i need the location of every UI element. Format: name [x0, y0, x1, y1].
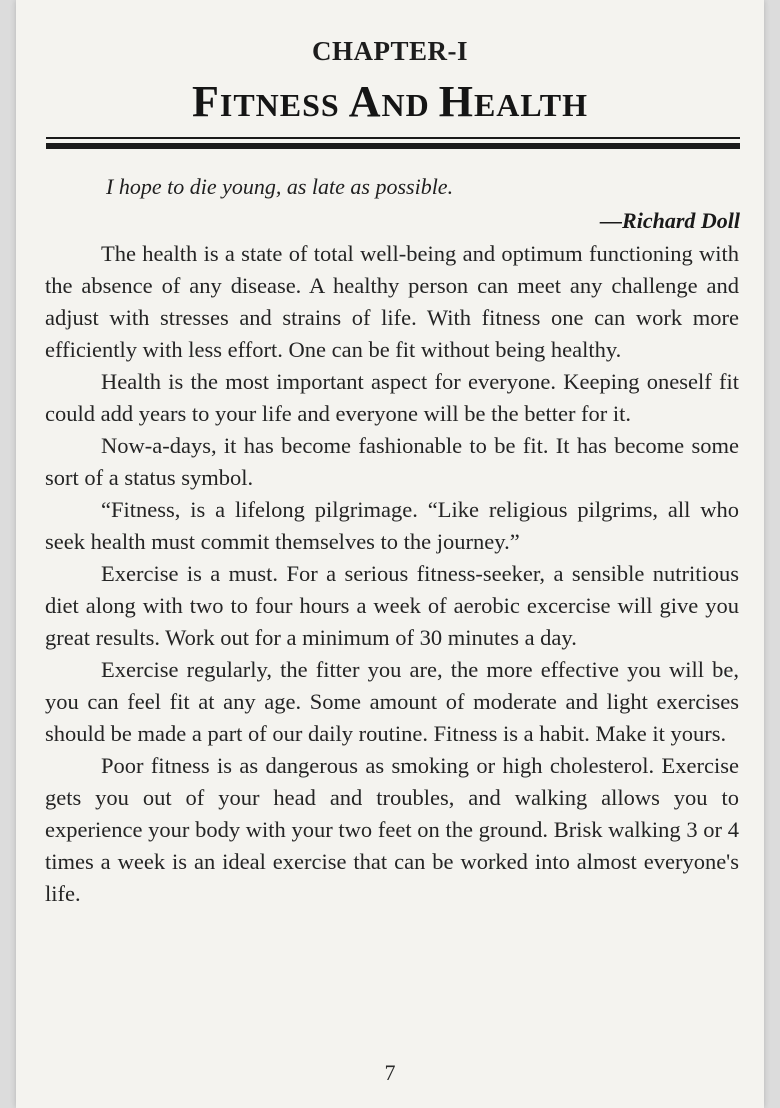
epigraph-attribution: —Richard Doll	[600, 208, 740, 233]
title-rule-thick	[46, 143, 740, 149]
paragraph: Exercise is a must. For a serious fitness-seeker, a sensible nutritious diet along with two to four hours a week of aerobic excercise will give you great results. Work out for a minimum of 30 minutes a day.	[45, 561, 739, 650]
paragraph: Poor fitness is as dangerous as smoking or high cholesterol. Exercise gets you out of your head and troubles, and walking allows you to experience your body with your two feet on the ground. Brisk walking 3 or 4 times a week is an ideal exercise that can be worked into almost everyone's life.	[45, 753, 739, 906]
title-word-and: AND	[348, 77, 430, 126]
chapter-title	[16, 76, 764, 127]
chapter-label: CHAPTER-I	[311, 36, 468, 66]
paragraph: Now-a-days, it has become fashionable to be fit. It has become some sort of a status symbol.	[45, 433, 739, 490]
body-text	[45, 238, 739, 910]
paragraph: The health is a state of total well-being and optimum functioning with the absence of any disease. A healthy person can meet any challenge and adjust with stresses and strains of life. With fitness one can work more efficiently with less effort. One can be fit without being healthy.	[45, 241, 739, 362]
title-rule-thin	[46, 137, 740, 139]
epigraph-quote: I hope to die young, as late as possible.	[106, 174, 454, 199]
book-page	[16, 0, 764, 1108]
title-word-health: HEALTH	[438, 77, 589, 126]
page-number: 7	[384, 1060, 396, 1085]
title-word-fitness: FITNESS	[191, 77, 340, 126]
paragraph: Health is the most important aspect for everyone. Keeping oneself fit could add years to your life and everyone will be the better for it.	[45, 369, 739, 426]
paragraph: “Fitness, is a lifelong pilgrimage. “Like religious pilgrims, all who seek health must commit themselves to the journey.”	[45, 497, 739, 554]
paragraph: Exercise regularly, the fitter you are, the more effective you will be, you can feel fit at any age. Some amount of moderate and light exercises should be made a part of our daily routine. Fitness is a habit. Make it yours.	[45, 657, 739, 746]
